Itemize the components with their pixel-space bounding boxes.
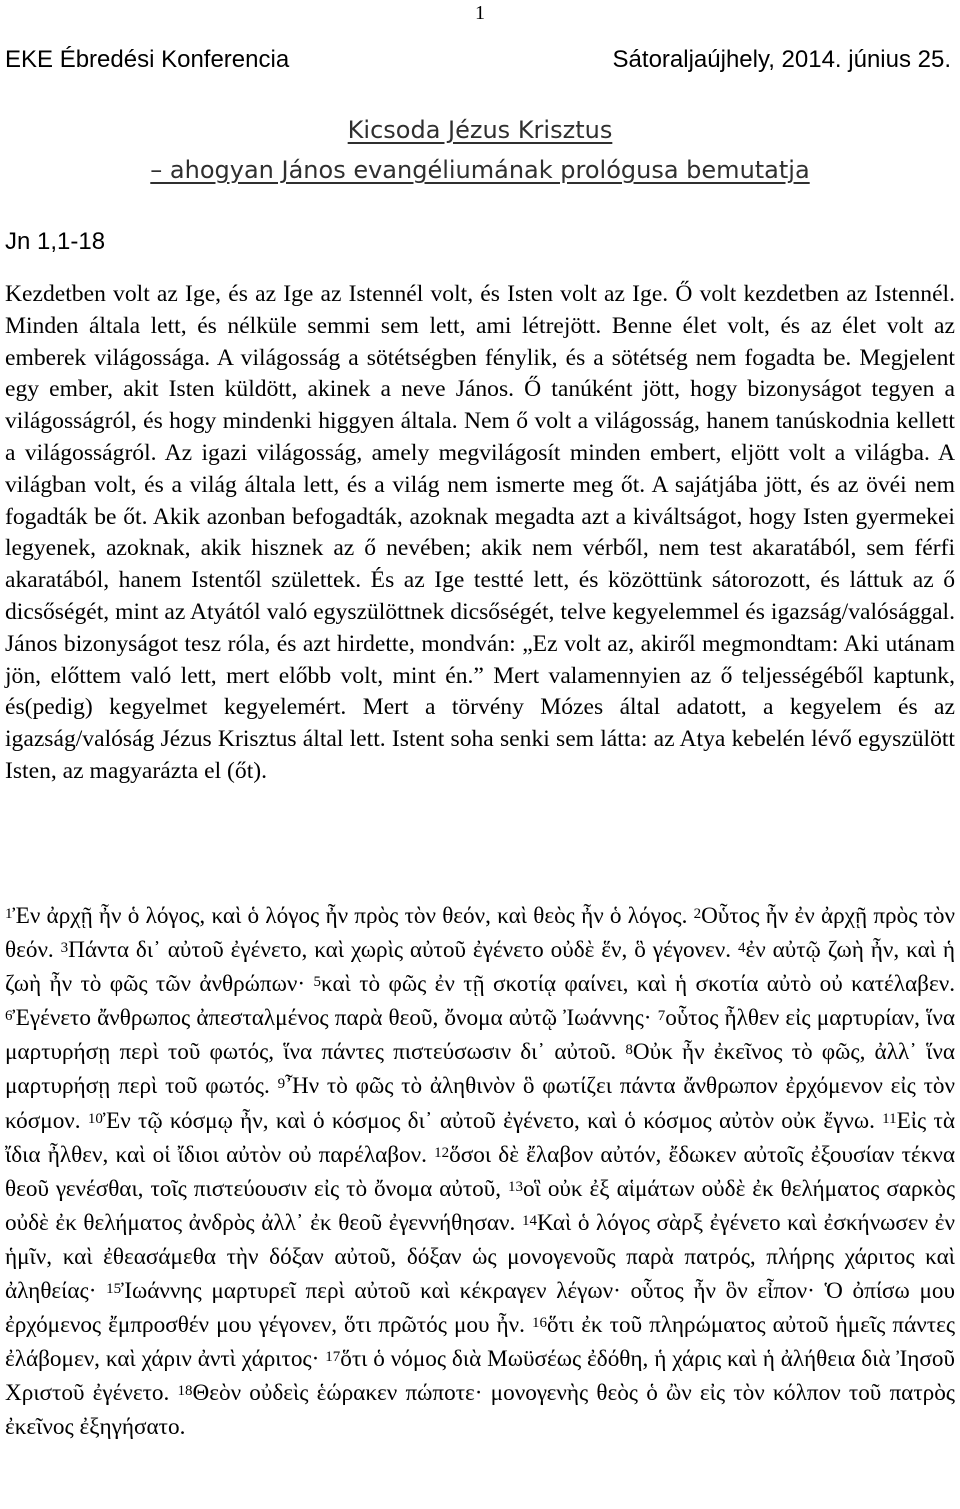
scripture-reference: Jn 1,1-18	[5, 228, 106, 255]
document-header	[5, 44, 951, 76]
greek-verse	[61, 937, 738, 963]
greek-text	[5, 899, 955, 1445]
verse-number: 5	[313, 974, 321, 991]
verse-number: 15	[106, 1281, 122, 1298]
greek-verse	[5, 1005, 658, 1031]
verse-number: 3	[60, 940, 69, 957]
verse-number: 14	[521, 1212, 537, 1229]
verse-text: Οὐκ ἦν ἐκεῖνος τὸ φῶς, ἀλλ᾽ ἵνα μαρτυρήσῃ περὶ τοῦ φωτός.	[5, 1039, 955, 1100]
verse-number: 9	[277, 1076, 286, 1093]
verse-text: ὅτι ὁ νόμος διὰ Μωϋσέως ἐδόθη, ἡ χάρις καὶ ἡ ἀλήθεια διὰ Ἰησοῦ Χριστοῦ ἐγένετο.	[5, 1346, 956, 1407]
verse-number: 2	[693, 906, 702, 922]
verse-number: 12	[434, 1144, 450, 1161]
verse-text: Ἦν τὸ φῶς τὸ ἀληθινὸν ὃ φωτίζει πάντα ἄνθρωπον ἐρχόμενον εἰς τὸν κόσμον.	[5, 1073, 955, 1134]
page-number: 1	[475, 2, 485, 24]
verse-text: Πάντα δι᾽ αὐτοῦ ἐγένετο, καὶ χωρὶς αὐτοῦ ἐγένετο οὐδὲ ἕν, ὃ γέγονεν.	[68, 937, 738, 964]
document-subtitle: – ahogyan János evangéliumának prológusa bemutatja	[150, 156, 810, 184]
verse-text: Θεὸν οὐδεὶς ἑώρακεν πώποτε· μονογενὴς θεὸς ὁ ὢν εἰς τὸν κόλπον τοῦ πατρὸς ἐκεῖνος ἐξηγήσατο.	[5, 1380, 955, 1441]
verse-text: ἐν αὐτῷ ζωὴ ἦν, καὶ ἡ ζωὴ ἦν τὸ φῶς τῶν ἀνθρώπων·	[5, 937, 956, 998]
hungarian-translation: Kezdetben volt az Ige, és az Ige az Istennél volt, és Isten volt az Ige. Ő volt kezdetben az Istennél. Minden általa lett, és nélküle semmi sem lett, ami létrejött. Benne élet volt, és az élet volt az emberek világossága. A világosság a sötétségben fénylik, és a sötétség nem fogadta be. Megjelent egy ember, akit Isten küldött, akinek a neve János. Ő tanúként jött, hogy bizonyságot tegyen a világosságról, és hogy mindenki higgyen általa. Nem ő volt a világosság, hanem tanúskodnia kellett a világosságról. Az igazi világosság, amely megvilágosít minden embert, eljött volt a világba. A világban volt, és a világ általa lett, és a világ nem ismerte meg őt. A sajátjába jött, és az övéi nem fogadták be őt. Akik azonban befogadták, azoknak megadta azt a kiváltságot, hogy Isten gyermekei legyenek, azoknak, akik hisznek az ő nevében; akik nem vérből, nem test akaratából, sem férfi akaratából, hanem Istentől születtek. És az Ige testté lett, és közöttünk sátorozott, és láttuk az ő dicsőségét, mint az Atyától való egyszülöttnek dicsőségét, telve kegyelemmel és igazság/valósággal. János bizonyságot tesz róla, és azt hirdette, mondván: „Ez volt az, akiről megmondtam: Aki utánam jön, előttem való lett, mert előbb volt, mint én.” Mert valamennyien az ő teljességéből kaptunk, és(pedig) kegyelmet kegyelemért. Mert a törvény Mózes által adatott, a kegyelem és az igazság/valóság Jézus Krisztus által lett. Istent soha senki sem látta: az Atya kebelén lévő egyszülött Isten, az magyarázta el (őt).	[5, 281, 955, 784]
verse-number: 6	[5, 1008, 13, 1025]
verse-text: Εἰς τὰ ἴδια ἦλθεν, καὶ οἱ ἴδιοι αὐτὸν οὐ παρέλαβον.	[5, 1107, 955, 1168]
greek-verse	[88, 1108, 882, 1134]
verse-text: Ἰωάννης μαρτυρεῖ περὶ αὐτοῦ καὶ κέκραγεν λέγων· οὗτος ἦν ὃν εἶπον· Ὁ ὀπίσω μου ἐρχόμενος ἔμπροσθέν μου γέγονεν, ὅτι πρῶτός μου ἦν.	[5, 1278, 955, 1339]
conference-name: EKE Ébredési Konferencia	[5, 46, 290, 73]
verse-number: 10	[87, 1110, 103, 1127]
verse-text: καὶ τὸ φῶς ἐν τῇ σκοτίᾳ φαίνει, καὶ ἡ σκοτία αὐτὸ οὐ κατέλαβεν.	[320, 971, 956, 998]
greek-verse	[5, 903, 694, 929]
verse-text: οὗτος ἦλθεν εἰς μαρτυρίαν, ἵνα μαρτυρήσῃ περὶ τοῦ φωτός, ἵνα πάντες πιστεύσωσιν δι᾽ αὐτοῦ.	[5, 1005, 955, 1066]
verse-number: 8	[625, 1042, 633, 1059]
location-date: Sátoraljaújhely, 2014. június 25.	[612, 46, 951, 73]
verse-number: 17	[325, 1349, 341, 1366]
document-title: Kicsoda Jézus Krisztus	[347, 116, 613, 144]
verse-number: 7	[657, 1008, 666, 1025]
verse-text: Οὗτος ἦν ἐν ἀρχῇ πρὸς τὸν θεόν.	[5, 903, 955, 964]
verse-text: ὅσοι δὲ ἔλαβον αὐτόν, ἔδωκεν αὐτοῖς ἐξουσίαν τέκνα θεοῦ γενέσθαι, τοῖς πιστεύουσιν εἰς τὸ ὄνομα αὐτοῦ,	[5, 1141, 955, 1202]
verse-text: Ἐν ἀρχῇ ἦν ὁ λόγος, καὶ ὁ λόγος ἦν πρὸς τὸν θεόν, καὶ θεὸς ἦν ὁ λόγος.	[12, 903, 694, 929]
verse-number: 1	[5, 906, 13, 922]
verse-text: οἳ οὐκ ἐξ αἱμάτων οὐδὲ ἐκ θελήματος σαρκὸς οὐδὲ ἐκ θελήματος ἀνδρὸς ἀλλ᾽ ἐκ θεοῦ ἐγεννήθησαν.	[5, 1175, 956, 1236]
verse-number: 4	[737, 940, 746, 957]
verse-text: Ἐν τῷ κόσμῳ ἦν, καὶ ὁ κόσμος δι᾽ αὐτοῦ ἐγένετο, καὶ ὁ κόσμος αὐτὸν οὐκ ἔγνω.	[102, 1107, 883, 1134]
verse-number: 11	[882, 1110, 897, 1127]
verse-text: Καὶ ὁ λόγος σὰρξ ἐγένετο καὶ ἐσκήνωσεν ἐν ἡμῖν, καὶ ἐθεασάμεθα τὴν δόξαν αὐτοῦ, δόξαν ὡς μονογενοῦς παρὰ πατρός, πλήρης χάριτος καὶ ἀληθείας·	[5, 1209, 955, 1305]
greek-verse	[313, 971, 955, 997]
verse-number: 18	[177, 1383, 193, 1400]
verse-text: ὅτι ἐκ τοῦ πληρώματος αὐτοῦ ἡμεῖς πάντες ἐλάβομεν, καὶ χάριν ἀντὶ χάριτος·	[5, 1312, 955, 1373]
verse-number: 13	[508, 1178, 524, 1195]
verse-number: 16	[531, 1315, 547, 1332]
verse-text: Ἐγένετο ἄνθρωπος ἀπεσταλμένος παρὰ θεοῦ, ὄνομα αὐτῷ Ἰωάννης·	[12, 1005, 658, 1032]
